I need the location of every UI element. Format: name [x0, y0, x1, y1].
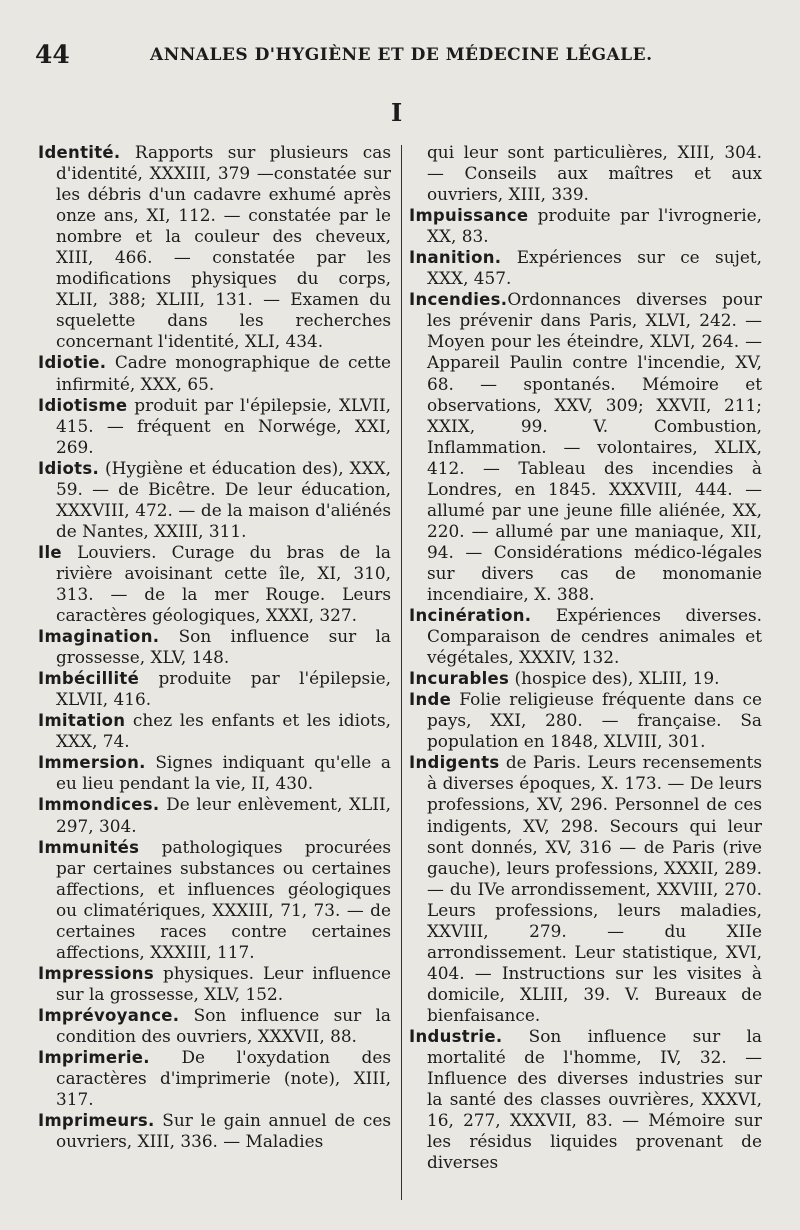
entry-headword: Incendies.: [409, 290, 508, 310]
entry-headword: Imagination.: [38, 627, 160, 647]
entry-text: Louviers. Curage du bras de la rivière avoisinant cette île, XI, 310, 313. — de la mer Rouge. Leurs caractères géologiques, XXXI, 327.: [56, 541, 391, 626]
running-head: ANNALES D'HYGIÈNE ET DE MÉDECINE LÉGALE.: [150, 45, 653, 65]
entry-headword: Imprévoyance.: [38, 1005, 180, 1025]
section-letter: I: [391, 98, 403, 127]
index-entry: [38, 352, 391, 394]
entry-headword: Incurables: [409, 669, 510, 689]
entry-text: Son influence sur la condition des ouvriers, XXXVII, 88.: [56, 1004, 391, 1046]
entry-text: Son influence sur la mortalité de l'homme, IV, 32. — Influence des diverses industries sur la santé des classes ouvrières, XXXVI, 16, 277, XXXVII, 83. — Mémoire sur les résidus liquides provenant de diverses: [427, 1025, 762, 1173]
entry-headword: Imprimeurs.: [38, 1111, 155, 1131]
entry-headword: Idiotie.: [38, 353, 107, 373]
entry-headword: Immunités: [38, 837, 140, 857]
entry-text: (hospice des), XLIII, 19.: [509, 668, 720, 689]
entry-headword: Immersion.: [38, 753, 146, 773]
entry-text: pathologiques procurées par certaines substances ou certaines affections, et influences géologiques ou climatériques, XXXIII, 71, 73. — de certaines races contre certaines affections, XXXIII, 117.: [56, 836, 391, 962]
index-entry: [38, 963, 391, 1005]
entry-headword: Indigents: [409, 753, 500, 773]
index-entry: [38, 395, 391, 458]
index-entry: [409, 142, 762, 205]
entry-headword: Impressions: [38, 963, 154, 983]
index-entry: [409, 1026, 762, 1173]
entry-text: De l'oxydation des caractères d'imprimerie (note), XIII, 317.: [56, 1047, 391, 1110]
entry-headword: Industrie.: [409, 1026, 503, 1046]
index-entry: [38, 668, 391, 710]
entry-text: produite par l'ivrognerie, XX, 83.: [427, 205, 762, 247]
entry-text: Expériences sur ce sujet, XXX, 457.: [427, 247, 762, 289]
entry-text: De leur enlèvement, XLII, 297, 304.: [56, 794, 391, 836]
index-entry: [38, 710, 391, 752]
index-entry: [38, 142, 391, 352]
entry-headword: Imprimerie.: [38, 1048, 150, 1068]
entry-headword: Idiots.: [38, 458, 100, 478]
entry-text: Cadre monographique de cette infirmité, XXX, 65.: [56, 352, 391, 394]
entry-text: Folie religieuse fréquente dans ce pays, XXI, 280. — française. Sa population en 1848, XLVIII, 301.: [427, 689, 762, 752]
entry-headword: Inde: [409, 690, 452, 710]
index-entry: [38, 752, 391, 794]
entry-text: Ordonnances diverses pour les prévenir dans Paris, XLVI, 242. — Moyen pour les éteindre, XLVI, 264. — Appareil Paulin contre l'incendie, XV, 68. — spontanés. Mémoire et observations, XXV, 309; XXVII, 211; XXIX, 99. V. Combustion, Inflammation. — volontaires, XLIX, 412. — Tableau des incendies à Londres, en 1845. XXXVIII, 444. — allumé par une jeune fille aliénée, XX, 220. — allumé par une maniaque, XII, 94. — Considérations médico-légales sur divers cas de monomanie incendiaire, X. 388.: [427, 289, 762, 604]
entry-text: de Paris. Leurs recensements à diverses époques, X. 173. — De leurs professions, XV, 296. Personnel de ces indigents, XV, 298. Secours qui leur sont donnés, XV, 316 — de Paris (rive gauche), leurs professions, XXXII, 289. — du IVe arrondissement, XXVIII, 270. Leurs professions, leurs maladies, XXVIII, 279. — du XIIe arrondissement. Leur statistique, XVI, 404. — Instructions sur les visites à domicile, XLIII, 39. V. Bureaux de bienfaisance.: [427, 752, 762, 1025]
entry-headword: Imitation: [38, 711, 126, 731]
left-column: [38, 142, 391, 1152]
column-divider: [401, 145, 402, 1200]
index-entry: [38, 1110, 391, 1152]
index-entry: [409, 689, 762, 752]
index-entry: [38, 542, 391, 626]
entry-headword: Immondices.: [38, 795, 160, 815]
entry-text: Expériences diverses. Comparaison de cendres animales et végétales, XXXIV, 132.: [427, 605, 762, 668]
entry-headword: Imbécillité: [38, 669, 140, 689]
right-column: [409, 142, 762, 1173]
index-entry: [38, 794, 391, 836]
index-entry: [409, 247, 762, 289]
entry-text: qui leur sont particulières, XIII, 304. — Conseils aux maîtres et aux ouvriers, XIII, 339.: [427, 142, 762, 205]
entry-text: chez les enfants et les idiots, XXX, 74.: [56, 710, 391, 752]
entry-headword: Identité.: [38, 143, 121, 162]
index-entry: [409, 752, 762, 1026]
page-number: 44: [35, 40, 70, 69]
index-entry: [38, 1005, 391, 1047]
index-entry: [409, 289, 762, 605]
index-entry: [38, 1047, 391, 1110]
entry-text: Signes indiquant qu'elle a eu lieu pendant la vie, II, 430.: [56, 752, 391, 794]
entry-headword: Idiotisme: [38, 395, 128, 415]
entry-headword: Impuissance: [409, 206, 529, 226]
entry-text: produite par l'épilepsie, XLVII, 416.: [56, 668, 391, 710]
entry-text: Rapports sur plusieurs cas d'identité, XXXIII, 379 —constatée sur les débris d'un cadavre exhumé après onze ans, XI, 112. — constatée par le nombre et la couleur des cheveux, XIII, 466. — constatée par les modifications physiques du corps, XLII, 388; XLIII, 131. — Examen du squelette dans les recherches concernant l'identité, XLI, 434.: [56, 142, 391, 352]
entry-text: Son influence sur la grossesse, XLV, 148.: [56, 626, 391, 668]
entry-headword: Ile: [38, 542, 62, 562]
index-entry: [38, 837, 391, 963]
entry-text: produit par l'épilepsie, XLVII, 415. — fréquent en Norwége, XXI, 269.: [56, 394, 391, 457]
entry-headword: Inanition.: [409, 248, 502, 268]
index-entry: [38, 458, 391, 542]
entry-text: (Hygiène et éducation des), XXX, 59. — de Bicêtre. De leur éducation, XXXVIII, 472. — de la maison d'aliénés de Nantes, XXIII, 311.: [56, 457, 391, 541]
entry-headword: Incinération.: [409, 606, 532, 626]
index-entry: [38, 626, 391, 668]
index-entry: [409, 668, 762, 689]
index-entry: [409, 205, 762, 247]
entry-text: physiques. Leur influence sur la grossesse, XLV, 152.: [56, 962, 391, 1004]
index-entry: [409, 605, 762, 668]
entry-text: Sur le gain annuel de ces ouvriers, XIII, 336. — Maladies: [56, 1110, 391, 1152]
